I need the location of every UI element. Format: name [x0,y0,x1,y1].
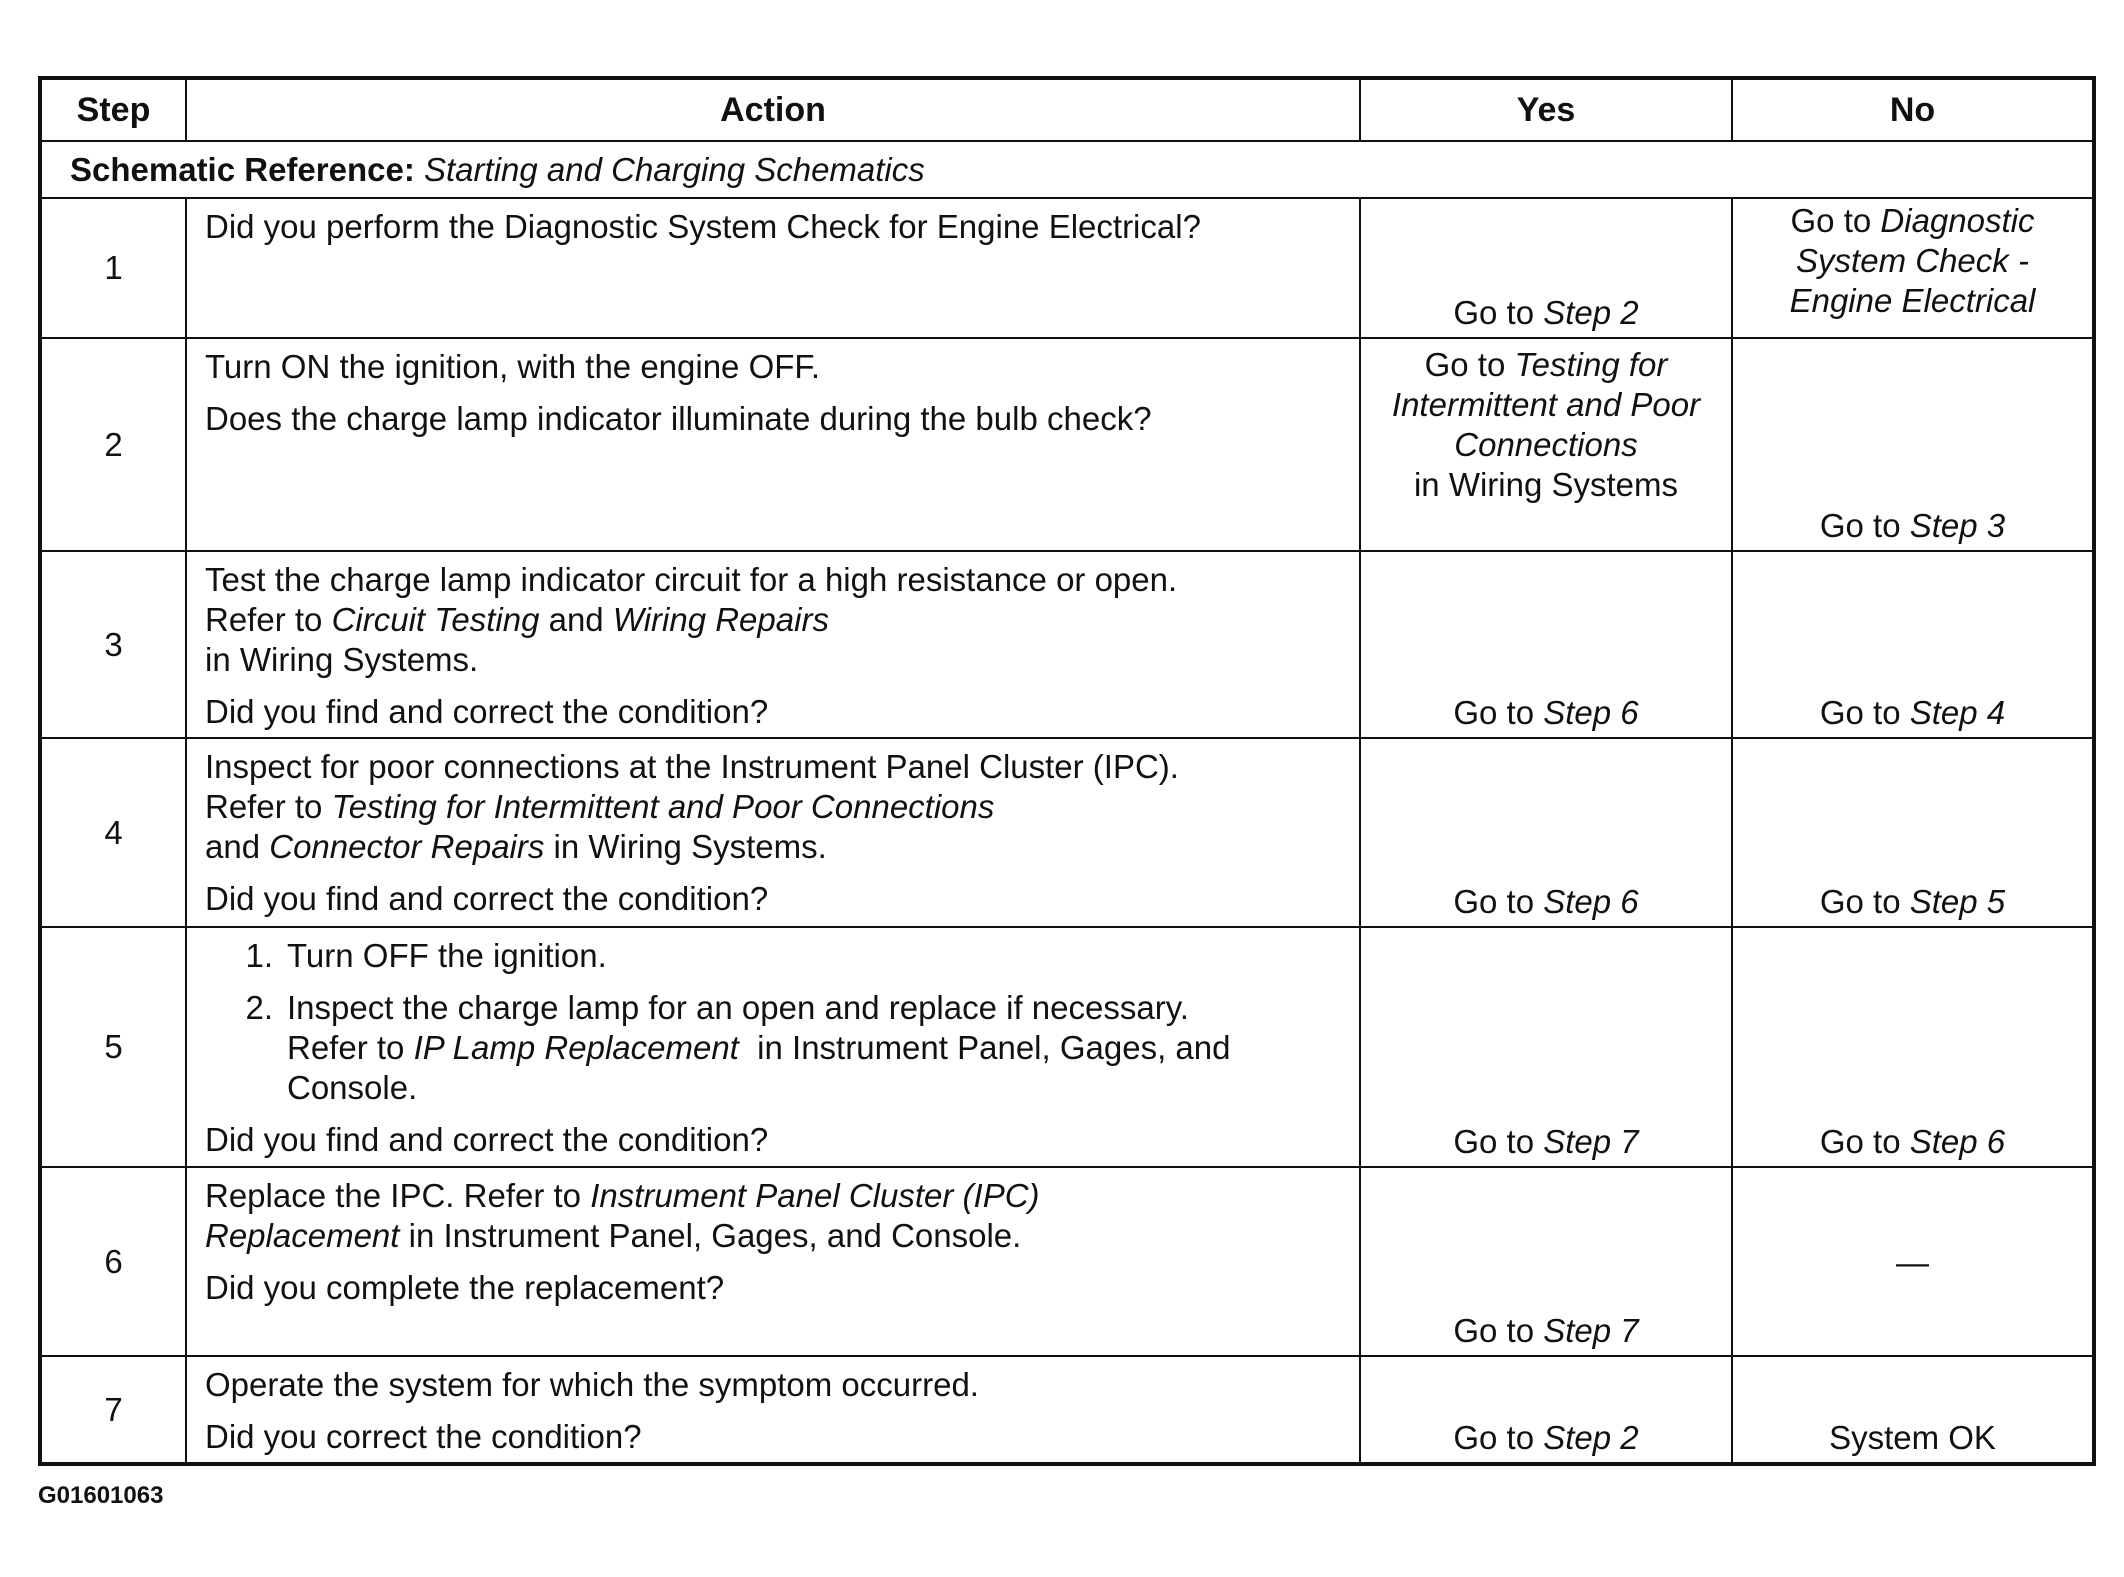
table-row [40,738,2094,927]
action-location: in Wiring Systems. [544,828,827,865]
step-number: 1 [40,198,186,338]
action-location: in Instrument Panel, Gages, and Console. [399,1217,1022,1254]
action-cell [186,927,1360,1167]
no-link[interactable]: Step 6 [1909,1123,2006,1160]
refer-and: and [205,828,270,865]
action-text [205,1176,1155,1256]
diagnostic-table [38,76,2096,1466]
yes-link[interactable]: Step 2 [1543,1419,1639,1456]
sub-step [205,936,1339,976]
reference-link[interactable]: Testing for Intermittent and Poor Connections [331,788,995,825]
refer-label: Refer to [205,788,332,825]
goto-label: Go to [1453,694,1544,731]
yes-cell [1360,551,1732,738]
yes-link[interactable]: Step 6 [1543,883,1639,920]
sub-step-text: Turn OFF the ignition. [287,937,607,974]
step-number: 3 [40,551,186,738]
action-question: Does the charge lamp indicator illuminate during the bulb check? [205,400,1152,437]
action-location: in Instrument Panel, Gages, and Console. [287,1029,1240,1106]
yes-cell [1360,927,1732,1167]
table-row [40,551,2094,738]
header-yes: Yes [1360,78,1732,141]
header-row [40,78,2094,141]
yes-cell [1360,338,1732,551]
action-text: Inspect for poor connections at the Instrument Panel Cluster (IPC). [205,748,1179,785]
refer-label: Refer to [287,1029,414,1066]
no-link[interactable]: Step 4 [1909,694,2006,731]
yes-link[interactable]: Step 7 [1543,1123,1639,1160]
action-location: in Wiring Systems. [205,641,479,678]
step-number: 5 [40,927,186,1167]
goto-label: Go to [1819,694,1910,731]
yes-cell [1360,1356,1732,1464]
no-link[interactable]: Diagnostic System Check - Engine Electrical [1789,202,2036,319]
yes-link[interactable]: Step 2 [1543,294,1639,331]
no-cell [1732,551,2094,738]
header-action: Action [186,78,1360,141]
sub-step-instruction: Inspect the charge lamp for an open and replace if necessary. [287,989,1189,1026]
refer-label: Refer to [205,601,332,638]
action-instruction: Replace the IPC. Refer to [205,1177,591,1214]
no-cell [1732,927,2094,1167]
action-cell [186,738,1360,927]
action-question: Did you find and correct the condition? [205,1121,769,1158]
goto-label: Go to [1453,1123,1544,1160]
action-text: Did you perform the Diagnostic System Check for Engine Electrical? [205,208,1201,245]
sub-step-text [287,988,1339,1108]
action-text: Turn ON the ignition, with the engine OFF. [205,348,821,385]
no-value: System OK [1829,1419,1996,1456]
yes-location: in Wiring Systems [1413,466,1679,503]
no-cell [1732,338,2094,551]
yes-link[interactable]: Testing for Intermittent and Poor Connections [1391,346,1701,463]
header-step: Step [40,78,186,141]
step-number: 2 [40,338,186,551]
no-cell [1732,1356,2094,1464]
sub-step-number: 1. [245,937,273,974]
action-text: Operate the system for which the symptom occurred. [205,1366,979,1403]
schematic-reference-link[interactable]: Starting and Charging Schematics [424,150,925,188]
sub-step-number: 2. [245,989,273,1026]
action-cell [186,198,1360,338]
no-cell [1732,198,2094,338]
step-number: 6 [40,1167,186,1356]
action-question: Did you find and correct the condition? [205,693,769,730]
no-link[interactable]: Step 5 [1909,883,2006,920]
no-cell [1732,738,2094,927]
step-number: 4 [40,738,186,927]
action-reference [205,600,1339,640]
figure-code: G01601063 [38,1482,164,1509]
table-row [40,1356,2094,1464]
goto-label: Go to [1790,202,1881,239]
yes-cell [1360,1167,1732,1356]
reference-link[interactable]: Wiring Repairs [612,601,829,638]
sub-step [205,988,1339,1108]
refer-and: and [539,601,613,638]
goto-label: Go to [1453,1419,1544,1456]
schematic-reference-row [40,141,2094,198]
goto-label: Go to [1453,883,1544,920]
reference-link[interactable]: Instrument Panel Cluster (IPC) Replacement [205,1177,1040,1254]
action-question: Did you complete the replacement? [205,1269,725,1306]
reference-link[interactable]: Connector Repairs [269,828,545,865]
reference-link[interactable]: Circuit Testing [331,601,540,638]
header-no: No [1732,78,2094,141]
reference-link[interactable]: IP Lamp Replacement [413,1029,739,1066]
action-cell [186,1167,1360,1356]
action-cell [186,1356,1360,1464]
action-question: Did you find and correct the condition? [205,880,769,917]
table-row [40,927,2094,1167]
goto-label: Go to [1453,294,1544,331]
yes-cell [1360,198,1732,338]
goto-label: Go to [1424,346,1515,383]
schematic-reference-label: Schematic Reference: [70,150,415,188]
no-value: — [1896,1243,1929,1281]
action-text: Test the charge lamp indicator circuit for a high resistance or open. [205,561,1178,598]
goto-label: Go to [1453,1312,1544,1349]
no-cell [1732,1167,2094,1356]
yes-link[interactable]: Step 7 [1543,1312,1639,1349]
table-row [40,198,2094,338]
goto-label: Go to [1819,883,1910,920]
yes-link[interactable]: Step 6 [1543,694,1639,731]
yes-cell [1360,738,1732,927]
action-reference [205,827,1339,867]
goto-label: Go to [1819,507,1910,544]
goto-label: Go to [1819,1123,1910,1160]
action-question: Did you correct the condition? [205,1418,642,1455]
step-number: 7 [40,1356,186,1464]
no-link[interactable]: Step 3 [1909,507,2006,544]
action-cell [186,338,1360,551]
table-row [40,1167,2094,1356]
table-row [40,338,2094,551]
action-cell [186,551,1360,738]
sub-step-list [205,936,1339,1108]
action-reference [205,787,1339,827]
